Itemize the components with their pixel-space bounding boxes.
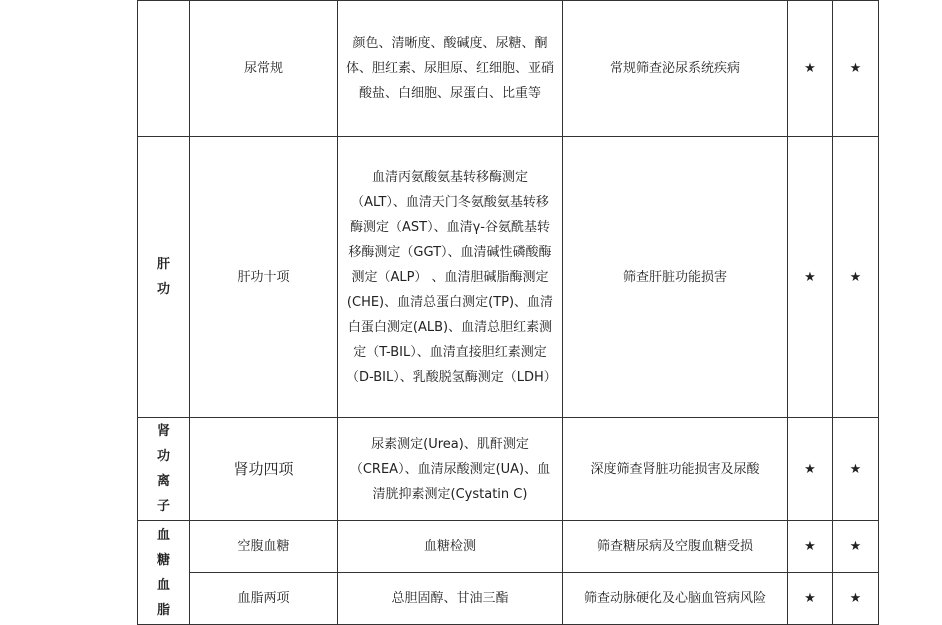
star-mark-2: ★	[833, 137, 879, 418]
item-cell: 肝功十项	[190, 137, 338, 418]
table-row	[138, 418, 879, 521]
star-mark-1: ★	[788, 573, 833, 625]
star-mark-2: ★	[833, 1, 879, 137]
category-cell	[138, 418, 190, 521]
star-mark-1: ★	[788, 521, 833, 573]
category-char: 功	[156, 449, 170, 464]
category-char: 离	[156, 474, 170, 489]
category-char: 血	[156, 577, 170, 593]
category-char: 脂	[156, 602, 170, 618]
table-row	[138, 1, 879, 137]
star-mark-2: ★	[833, 521, 879, 573]
item-cell: 血脂两项	[190, 573, 338, 625]
star-mark-2: ★	[833, 418, 879, 521]
purpose-cell: 深度筛查肾脏功能损害及尿酸	[563, 418, 788, 521]
category-cell	[138, 1, 190, 137]
purpose-cell: 筛查动脉硬化及心脑血管病风险	[563, 573, 788, 625]
detail-cell: 尿素测定(Urea)、肌酐测定（CREA）、血清尿酸测定(UA)、血清胱抑素测定(Cystatin C)	[338, 418, 563, 521]
detail-cell: 血清丙氨酸氨基转移酶测定（ALT）、血清天门冬氨酸氨基转移酶测定（AST）、血清γ-谷氨酰基转移酶测定（GGT）、血清碱性磷酸酶测定（ALP） 、血清胆碱脂酶测定(CHE)、血清总蛋白测定(TP)、血清白蛋白测定(ALB)、血清总胆红素测定（T-BIL）、血清直接胆红素测定（D-BIL）、乳酸脱氢酶测定（LDH）	[338, 137, 563, 418]
category-char: 功	[156, 282, 170, 297]
star-mark-1: ★	[788, 137, 833, 418]
category-char: 肾	[156, 424, 170, 439]
purpose-cell: 筛查肝脏功能损害	[563, 137, 788, 418]
table-row	[138, 137, 879, 418]
table-row	[138, 521, 879, 573]
category-char: 血	[156, 527, 170, 543]
detail-cell: 总胆固醇、甘油三酯	[338, 573, 563, 625]
detail-cell: 血糖检测	[338, 521, 563, 573]
category-char: 肝	[156, 257, 170, 272]
exam-table	[137, 0, 879, 625]
table-row	[138, 573, 879, 625]
item-cell: 尿常规	[190, 1, 338, 137]
category-char: 子	[156, 499, 170, 514]
detail-cell: 颜色、清晰度、酸碱度、尿糖、酮体、胆红素、尿胆原、红细胞、亚硝酸盐、白细胞、尿蛋白、比重等	[338, 1, 563, 137]
category-cell	[138, 137, 190, 418]
item-cell: 空腹血糖	[190, 521, 338, 573]
category-cell	[138, 521, 190, 625]
category-char: 糖	[156, 552, 170, 568]
star-mark-1: ★	[788, 1, 833, 137]
purpose-cell: 常规筛查泌尿系统疾病	[563, 1, 788, 137]
star-mark-1: ★	[788, 418, 833, 521]
item-cell: 肾功四项	[190, 418, 338, 521]
star-mark-2: ★	[833, 573, 879, 625]
purpose-cell: 筛查糖尿病及空腹血糖受损	[563, 521, 788, 573]
